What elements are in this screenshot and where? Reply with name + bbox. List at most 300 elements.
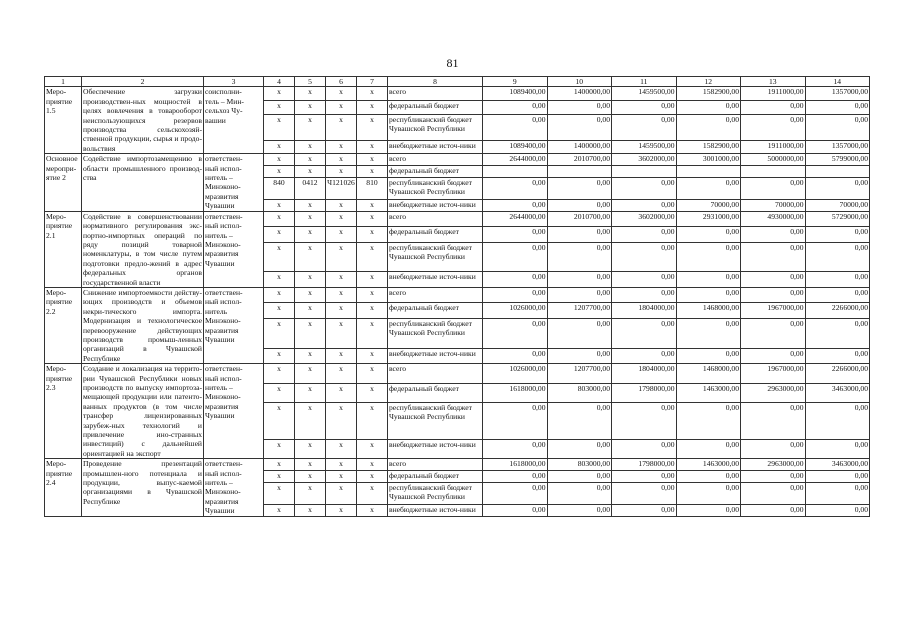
budget-code-cell: x [357,482,388,504]
budget-code-cell: x [326,303,357,319]
budget-code-cell: x [357,504,388,516]
column-header: 6 [326,77,357,87]
budget-code-cell: x [264,140,295,154]
budget-code-cell: x [357,348,388,364]
amount-cell: 0,00 [676,287,741,303]
amount-cell: 1400000,00 [547,140,612,154]
budget-code-cell: x [326,459,357,471]
amount-cell: 0,00 [676,101,741,115]
amount-cell: 1804000,00 [612,364,677,383]
amount-cell: 0,00 [483,402,548,439]
budget-code-cell: x [326,402,357,439]
budget-code-cell: x [295,287,326,303]
activity-id-line: Меро- [46,287,67,297]
budget-code-cell: x [295,348,326,364]
activity-id-line: 1.5 [46,106,56,116]
activity-id-line: приятие [46,468,73,478]
amount-cell: 0,00 [547,272,612,288]
amount-cell: 0,00 [805,439,870,458]
budget-code-cell: x [326,287,357,303]
executor-line: Минэконо- [205,182,241,192]
budget-code-cell: x [295,227,326,243]
budget-code-cell: x [295,242,326,272]
amount-cell: 803000,00 [547,383,612,402]
budget-code-cell: x [295,211,326,227]
executor-line: нитель – [205,478,233,488]
amount-cell: 1798000,00 [612,383,677,402]
budget-code-cell: x [326,165,357,177]
amount-cell: 5799000,00 [805,154,870,166]
activity-description: Проведение презентаций промышлен-ного потенциала и продукции, выпус-каемой организациями в Чувашской Республике [82,459,204,516]
amount-cell: 0,00 [741,177,806,199]
amount-cell: 0,00 [547,319,612,349]
amount-cell: 0,00 [676,439,741,458]
activity-id-cell [45,87,82,154]
amount-cell: 3602000,00 [612,211,677,227]
amount-cell: 0,00 [805,177,870,199]
executor-line: Минэконо- [205,392,241,402]
activity-id-line: приятие [46,373,73,383]
amount-cell: 0,00 [805,504,870,516]
amount-cell: 0,00 [676,348,741,364]
budget-code-cell: x [264,101,295,115]
amount-cell: 0,00 [741,402,806,439]
amount-cell [612,165,677,177]
funding-source-cell: всего [388,364,483,383]
budget-code-cell: x [357,165,388,177]
amount-cell: 0,00 [547,439,612,458]
budget-code-cell: x [326,504,357,516]
amount-cell: 0,00 [547,242,612,272]
budget-code-cell: x [295,402,326,439]
budget-code-cell: x [326,101,357,115]
budget-code-cell: x [326,140,357,154]
budget-code-cell: x [357,402,388,439]
budget-code-cell: x [264,439,295,458]
budget-code-cell: x [357,364,388,383]
executor-line: тель – Мин- [205,96,244,106]
budget-code-cell: x [264,319,295,349]
column-header: 1 [45,77,82,87]
column-header: 7 [357,77,388,87]
budget-code-cell: x [326,482,357,504]
amount-cell: 0,00 [483,348,548,364]
amount-cell: 1400000,00 [547,87,612,101]
executor-line: ный испол- [205,163,242,173]
budget-code-cell: x [326,319,357,349]
amount-cell: 0,00 [612,287,677,303]
budget-code-cell: x [295,101,326,115]
budget-code-cell: x [326,227,357,243]
budget-code-cell: x [326,87,357,101]
amount-cell: 0,00 [741,470,806,482]
amount-cell: 0,00 [741,272,806,288]
funding-source-cell: внебюджетные источ-ники [388,348,483,364]
budget-code-cell: x [264,383,295,402]
amount-cell: 0,00 [741,504,806,516]
amount-cell: 0,00 [612,114,677,140]
executor-line: Чувашии [205,411,235,421]
funding-source-cell: федеральный бюджет [388,101,483,115]
budget-code-cell: x [357,211,388,227]
amount-cell: 1618000,00 [483,459,548,471]
executor-cell [204,211,264,287]
amount-cell: 1804000,00 [612,303,677,319]
amount-cell: 0,00 [676,319,741,349]
activity-id-line: 2.3 [46,383,56,392]
amount-cell: 0,00 [547,402,612,439]
amount-cell: 0,00 [676,242,741,272]
column-header: 13 [741,77,806,87]
executor-line: Чувашии [205,258,235,268]
table-row [45,211,870,227]
amount-cell: 0,00 [547,114,612,140]
budget-code-cell: x [264,348,295,364]
column-header: 8 [388,77,483,87]
amount-cell: 2644000,00 [483,154,548,166]
executor-cell [204,154,264,211]
budget-code-cell: x [326,470,357,482]
budget-code-cell: x [326,348,357,364]
column-header: 2 [82,77,204,87]
amount-cell: 2931000,00 [676,211,741,227]
amount-cell: 1463000,00 [676,459,741,471]
column-header: 14 [805,77,870,87]
executor-line: соисполни- [205,87,242,97]
budget-code-cell: x [264,242,295,272]
amount-cell: 0,00 [805,287,870,303]
amount-cell [483,165,548,177]
amount-cell: 0,00 [741,114,806,140]
activity-id-cell [45,287,82,363]
amount-cell: 0,00 [547,348,612,364]
executor-line: ответствен- [205,364,243,374]
budget-code-cell: x [295,504,326,516]
amount-cell: 0,00 [483,199,548,211]
amount-cell: 0,00 [741,482,806,504]
amount-cell: 0,00 [741,287,806,303]
activity-id-line: приятие [46,297,73,307]
funding-source-cell: всего [388,287,483,303]
budget-code-cell: x [295,114,326,140]
budget-code-cell: x [357,242,388,272]
amount-cell: 70000,00 [676,199,741,211]
executor-line: ответствен- [205,154,243,164]
activity-id-line: приятие [46,221,73,231]
funding-source-cell: внебюджетные источ-ники [388,504,483,516]
amount-cell: 0,00 [483,101,548,115]
amount-cell: 0,00 [547,199,612,211]
amount-cell: 1207700,00 [547,364,612,383]
activity-id-line: 2.4 [46,478,56,488]
amount-cell: 2644000,00 [483,211,548,227]
budget-code-cell: x [326,439,357,458]
executor-line: Минэконо- [205,487,241,497]
amount-cell: 0,00 [676,504,741,516]
amount-cell: 1207700,00 [547,303,612,319]
amount-cell: 0,00 [676,470,741,482]
funding-table [44,76,870,517]
amount-cell: 0,00 [805,227,870,243]
amount-cell: 1026000,00 [483,364,548,383]
amount-cell: 1582900,00 [676,87,741,101]
funding-source-cell: всего [388,154,483,166]
column-header: 3 [204,77,264,87]
budget-code-cell: x [326,272,357,288]
executor-line: мразвития [205,191,239,201]
budget-code-cell: x [295,470,326,482]
budget-code-cell: 840 [264,177,295,199]
table-body [45,77,870,517]
budget-code-cell: 0412 [295,177,326,199]
amount-cell: 0,00 [805,482,870,504]
funding-source-cell: внебюджетные источ-ники [388,199,483,211]
amount-cell: 70000,00 [741,199,806,211]
funding-source-cell: всего [388,87,483,101]
amount-cell: 0,00 [805,402,870,439]
amount-cell: 0,00 [612,504,677,516]
activity-description: Содействие импортозамещению в области промышленного производ-ства [82,154,204,211]
amount-cell: 0,00 [612,177,677,199]
budget-code-cell: x [357,470,388,482]
amount-cell: 0,00 [547,504,612,516]
activity-id-cell [45,154,82,211]
amount-cell: 0,00 [547,227,612,243]
activity-id-line: Основное [46,154,78,164]
amount-cell: 0,00 [805,272,870,288]
amount-cell [676,165,741,177]
amount-cell: 0,00 [741,319,806,349]
executor-line: ный испол- [205,221,242,231]
executor-line: ный испол- [205,373,242,383]
amount-cell: 0,00 [805,470,870,482]
funding-source-cell: республиканский бюджет Чувашской Республики [388,242,483,272]
amount-cell: 3602000,00 [612,154,677,166]
amount-cell: 70000,00 [805,199,870,211]
amount-cell: 0,00 [741,242,806,272]
amount-cell: 5729000,00 [805,211,870,227]
budget-code-cell: x [357,383,388,402]
budget-code-cell: x [295,319,326,349]
funding-source-cell: республиканский бюджет Чувашской Республики [388,114,483,140]
executor-cell [204,287,264,363]
budget-code-cell: x [326,242,357,272]
amount-cell: 0,00 [612,227,677,243]
amount-cell [741,165,806,177]
amount-cell: 0,00 [483,319,548,349]
budget-code-cell: x [326,211,357,227]
budget-code-cell: x [295,87,326,101]
budget-code-cell: x [295,140,326,154]
budget-code-cell: x [264,287,295,303]
executor-cell [204,459,264,516]
column-header: 12 [676,77,741,87]
amount-cell: 0,00 [676,272,741,288]
budget-code-cell: x [326,114,357,140]
amount-cell: 0,00 [483,114,548,140]
amount-cell: 1582900,00 [676,140,741,154]
executor-line: вашии [205,115,226,125]
budget-code-cell: x [357,439,388,458]
budget-code-cell: x [357,199,388,211]
amount-cell: 0,00 [483,272,548,288]
table-row [45,154,870,166]
activity-id-line: Меро- [46,364,67,374]
amount-cell: 2963000,00 [741,383,806,402]
budget-code-cell: x [295,364,326,383]
amount-cell: 0,00 [547,287,612,303]
amount-cell: 0,00 [483,504,548,516]
amount-cell: 0,00 [612,482,677,504]
budget-code-cell: x [264,154,295,166]
executor-line: Чувашии [205,201,235,211]
budget-code-cell: x [357,101,388,115]
amount-cell: 0,00 [676,227,741,243]
executor-cell [204,87,264,154]
budget-code-cell: x [295,439,326,458]
budget-code-cell: x [264,303,295,319]
budget-code-cell: x [264,114,295,140]
activity-id-line: Меро- [46,459,67,469]
budget-code-cell: x [295,459,326,471]
budget-code-cell: x [264,199,295,211]
budget-code-cell: x [357,272,388,288]
executor-line: Чувашии [205,506,235,516]
executor-line: сельхоз Чу- [205,106,243,116]
amount-cell: 0,00 [805,319,870,349]
activity-id-line: приятие [46,96,73,106]
budget-code-cell: x [295,199,326,211]
executor-line: мразвития [205,496,239,506]
amount-cell: 1911000,00 [741,140,806,154]
amount-cell: 1911000,00 [741,87,806,101]
amount-cell: 0,00 [676,402,741,439]
amount-cell: 0,00 [741,439,806,458]
budget-code-cell: x [295,482,326,504]
budget-code-cell: x [357,140,388,154]
budget-code-cell: x [295,272,326,288]
amount-cell [805,165,870,177]
executor-line: мразвития [205,325,239,335]
activity-id-line: ятие 2 [46,173,66,183]
funding-source-cell: всего [388,211,483,227]
budget-code-cell: x [357,459,388,471]
amount-cell: 0,00 [741,101,806,115]
amount-cell: 0,00 [741,227,806,243]
page-number: 81 [446,56,459,70]
executor-line: ответствен- [205,211,243,221]
amount-cell: 2963000,00 [741,459,806,471]
executor-line: нитель [205,306,228,316]
amount-cell: 0,00 [612,242,677,272]
funding-source-cell: федеральный бюджет [388,165,483,177]
amount-cell: 0,00 [805,114,870,140]
amount-cell: 1089400,00 [483,140,548,154]
budget-code-cell: x [295,154,326,166]
amount-cell: 0,00 [483,242,548,272]
budget-code-cell: x [264,504,295,516]
activity-description: Содействие в совершенствовании нормативного регулирования экс-портно-импортных операций по ряду позиций товарной номенклатуры, в том числе путем подготовки предло-жений в адрес федеральных органов государственной власти [83,211,202,287]
amount-cell: 0,00 [612,470,677,482]
amount-cell: 1089400,00 [483,87,548,101]
amount-cell: 0,00 [612,439,677,458]
table-row [45,459,870,471]
table-row [45,287,870,303]
activity-description: Снижение импортоемкости действу-ющих производств и объемов некри-тического импорта. Модернизация и технологическое перевооружение действующих производств промыш-ленных организаций в Чувашской Республике [83,287,202,363]
executor-line: Минэконо- [205,239,241,249]
funding-source-cell: республиканский бюджет Чувашской Республики [388,402,483,439]
funding-source-cell: внебюджетные источ-ники [388,140,483,154]
budget-code-cell: x [264,227,295,243]
amount-cell: 2266000,00 [805,364,870,383]
executor-line: нитель – [205,173,233,183]
amount-cell: 3463000,00 [805,459,870,471]
column-header: 9 [483,77,548,87]
activity-id-line: 2.1 [46,230,56,240]
amount-cell: 1459500,00 [612,87,677,101]
budget-code-cell: x [357,154,388,166]
funding-source-cell: республиканский бюджет Чувашской Республики [388,177,483,199]
budget-code-cell: x [295,303,326,319]
amount-cell: 0,00 [612,319,677,349]
budget-code-cell: x [357,303,388,319]
amount-cell: 1459500,00 [612,140,677,154]
activity-description: Создание и локализация на террито-рии Чувашской Республики новых производств по выпуску импортоза-мещающей продукции или патенто-ванных продуктов (в том числе трансфер лицензированных зарубеж-ных технологий и привлечение ино-странных инвестиций) с дальнейшей ориентацией на экспорт [83,364,202,458]
executor-line: ответствен- [205,287,243,297]
amount-cell: 2266000,00 [805,303,870,319]
budget-code-cell: x [326,383,357,402]
budget-code-cell: x [295,165,326,177]
amount-cell: 0,00 [612,348,677,364]
amount-cell: 1026000,00 [483,303,548,319]
budget-code-cell: x [264,364,295,383]
activity-id-cell [45,364,82,459]
amount-cell [547,165,612,177]
amount-cell: 1357000,00 [805,140,870,154]
amount-cell: 0,00 [483,227,548,243]
executor-line: ный испол- [205,297,242,307]
budget-code-cell: x [357,114,388,140]
funding-source-cell: внебюджетные источ-ники [388,272,483,288]
amount-cell: 0,00 [547,177,612,199]
amount-cell: 3001000,00 [676,154,741,166]
budget-code-cell: x [357,319,388,349]
budget-code-cell: Ч121026 [326,177,357,199]
executor-line: Чувашии [205,334,235,344]
amount-cell: 4930000,00 [741,211,806,227]
amount-cell: 0,00 [483,482,548,504]
activity-id-line: Меро- [46,211,67,221]
amount-cell: 0,00 [805,101,870,115]
budget-code-cell: x [264,87,295,101]
amount-cell: 0,00 [741,348,806,364]
amount-cell: 0,00 [547,101,612,115]
funding-source-cell: федеральный бюджет [388,383,483,402]
amount-cell: 0,00 [805,242,870,272]
amount-cell: 1463000,00 [676,383,741,402]
column-header: 4 [264,77,295,87]
amount-cell: 2010700,00 [547,154,612,166]
column-header: 11 [612,77,677,87]
amount-cell: 5000000,00 [741,154,806,166]
funding-source-cell: внебюджетные источ-ники [388,439,483,458]
activity-description: Обеспечение загрузки производствен-ных мощностей в целях вовлечения в товарооборот неиспользующихся резервов производства сельскохозяй-ственной продукции, сырья и продо-вольствия [83,87,202,153]
budget-code-cell: x [326,199,357,211]
amount-cell: 1468000,00 [676,364,741,383]
budget-code-cell: x [264,165,295,177]
budget-code-cell: x [264,482,295,504]
activity-id-line: 2.2 [46,306,56,316]
